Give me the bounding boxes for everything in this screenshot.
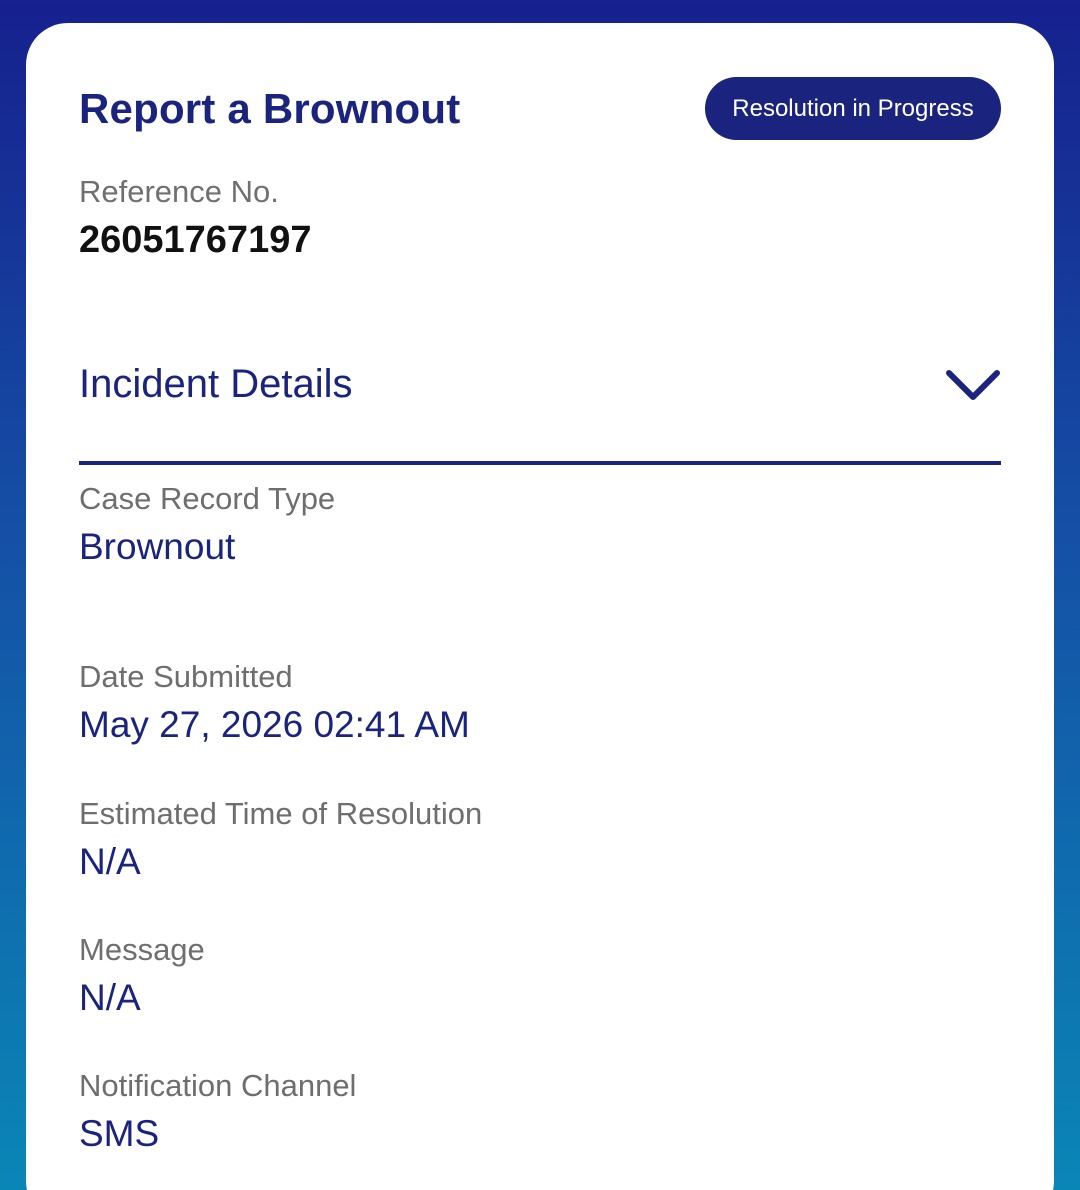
notification-channel-value: SMS bbox=[79, 1113, 160, 1154]
case-record-type-value: Brownout bbox=[79, 526, 236, 567]
notification-channel-label: Notification Channel bbox=[79, 1068, 357, 1103]
section-title: Incident Details bbox=[79, 362, 353, 406]
case-record-type-label: Case Record Type bbox=[79, 481, 336, 516]
estimated-resolution-value: N/A bbox=[79, 841, 141, 882]
date-submitted-value: May 27, 2026 02:41 AM bbox=[79, 704, 470, 745]
section-divider bbox=[79, 461, 1001, 465]
date-submitted-label: Date Submitted bbox=[79, 659, 293, 694]
status-badge: Resolution in Progress bbox=[705, 77, 1001, 140]
message-value: N/A bbox=[79, 977, 141, 1018]
message-label: Message bbox=[79, 932, 205, 967]
reference-number: 26051767197 bbox=[79, 219, 312, 261]
reference-label: Reference No. bbox=[79, 174, 279, 209]
incident-card bbox=[26, 23, 1054, 1190]
chevron-down-icon[interactable] bbox=[945, 367, 1001, 403]
incident-details-toggle[interactable] bbox=[79, 353, 1001, 465]
estimated-resolution-label: Estimated Time of Resolution bbox=[79, 796, 483, 831]
page-title: Report a Brownout bbox=[79, 85, 461, 132]
